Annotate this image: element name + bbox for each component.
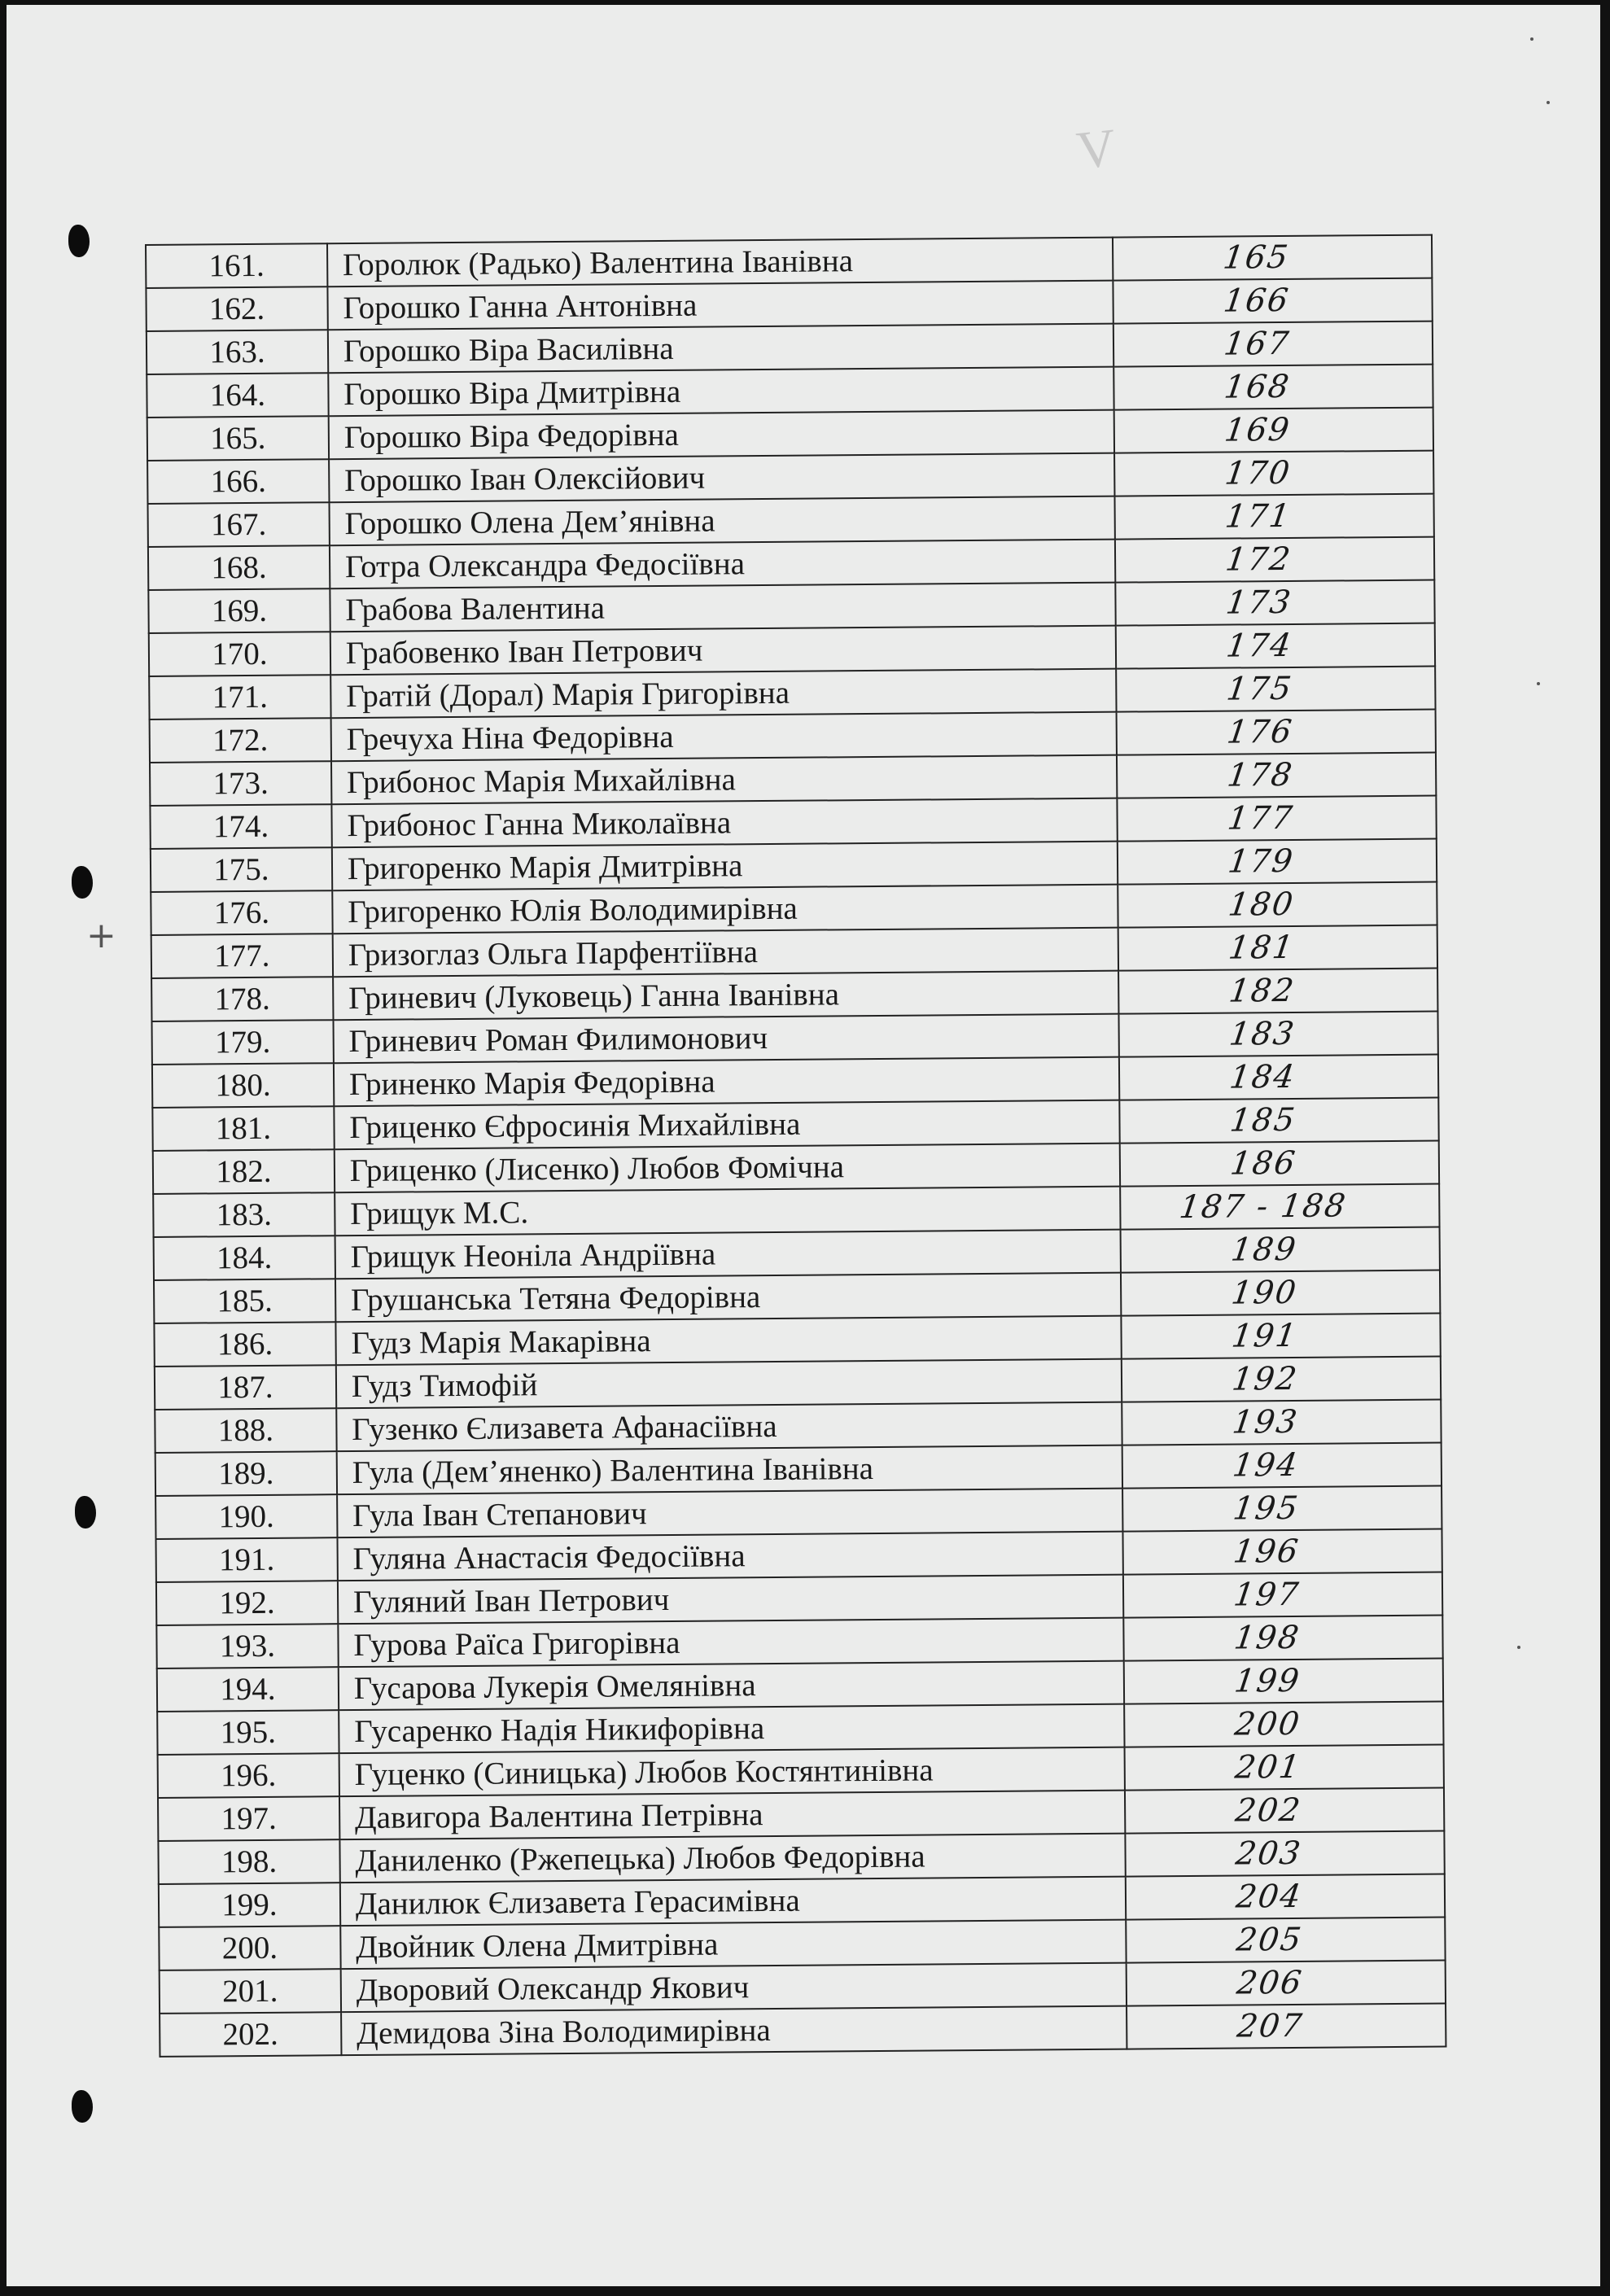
- handwritten-page-number: 183: [1227, 1015, 1297, 1053]
- handwritten-page-number: 185: [1227, 1101, 1298, 1139]
- person-name: Горошко Віра Василівна: [328, 324, 1113, 374]
- page-number-cell: [1122, 1486, 1442, 1532]
- page-number-cell: [1124, 1702, 1444, 1747]
- person-name: Грибонос Ганна Миколаївна: [331, 798, 1117, 848]
- person-name: Гусарова Лукерія Омелянівна: [339, 1661, 1124, 1711]
- person-name: Горошко Віра Дмитрівна: [328, 367, 1113, 417]
- person-name: Грибонос Марія Михайлівна: [331, 755, 1117, 805]
- person-name: Горошко Ганна Антонівна: [327, 281, 1113, 330]
- person-name: Гудз Тимофій: [336, 1359, 1122, 1409]
- person-name: Грушанська Тетяна Федорівна: [335, 1273, 1121, 1323]
- page-number-cell: [1116, 710, 1436, 755]
- row-number: 175.: [151, 847, 332, 892]
- person-name: Двойник Олена Дмитрівна: [340, 1920, 1126, 1970]
- page-number-cell: [1113, 365, 1433, 410]
- row-number: 191.: [155, 1537, 337, 1582]
- page-number-cell: [1114, 537, 1434, 583]
- page-number-cell: [1122, 1443, 1442, 1489]
- row-number: 187.: [155, 1365, 336, 1410]
- page-number-cell: [1117, 796, 1437, 842]
- page-number-cell: [1127, 2004, 1446, 2049]
- handwritten-page-number: 207: [1234, 2007, 1306, 2045]
- row-number: 167.: [148, 502, 330, 547]
- handwritten-page-number: 194: [1230, 1446, 1301, 1485]
- speck: [1530, 37, 1533, 41]
- row-number: 161.: [146, 243, 327, 288]
- person-name: Гриценко Єфросинія Михайлівна: [334, 1100, 1119, 1150]
- person-name: Гузенко Єлизавета Афанасіївна: [336, 1402, 1122, 1452]
- handwritten-page-number: 203: [1233, 1835, 1304, 1873]
- row-number: 199.: [159, 1883, 340, 1927]
- row-number: 192.: [156, 1581, 338, 1625]
- page-number-cell: [1118, 969, 1438, 1014]
- page-number-cell: [1117, 839, 1437, 885]
- handwritten-page-number: 177: [1225, 799, 1296, 837]
- page-number-cell: [1113, 278, 1433, 324]
- row-number: 195.: [157, 1710, 339, 1755]
- handwritten-page-number: 166: [1221, 282, 1292, 320]
- handwritten-page-number: 205: [1233, 1921, 1305, 1959]
- person-name: Гуценко (Синицька) Любов Костянтинівна: [339, 1747, 1124, 1797]
- handwritten-page-number: 184: [1227, 1058, 1298, 1096]
- handwritten-page-number: 179: [1225, 842, 1297, 881]
- row-number: 176.: [151, 890, 332, 935]
- person-name: Данилюк Єлизавета Герасимівна: [340, 1877, 1126, 1926]
- page-number-cell: [1115, 623, 1435, 669]
- punch-hole-icon: [75, 1496, 96, 1528]
- handwritten-page-number: 201: [1232, 1748, 1303, 1787]
- handwritten-page-number: 192: [1229, 1360, 1300, 1398]
- table-body: [146, 235, 1446, 2057]
- row-number: 185.: [154, 1279, 335, 1323]
- page-number-cell: [1113, 408, 1433, 453]
- page-number-cell: [1113, 321, 1433, 367]
- row-number: 200.: [159, 1926, 340, 1970]
- page-number-cell: [1119, 1098, 1439, 1144]
- row-number: 169.: [148, 588, 330, 633]
- person-name: Гуляна Анастасія Федосіївна: [337, 1532, 1122, 1581]
- person-name: Гриненко Марія Федорівна: [334, 1057, 1119, 1107]
- handwritten-page-number: 172: [1223, 540, 1294, 579]
- row-number: 198.: [158, 1839, 339, 1884]
- handwritten-page-number: 180: [1225, 886, 1297, 924]
- row-number: 194.: [157, 1667, 339, 1712]
- handwritten-page-number: 190: [1228, 1274, 1300, 1312]
- person-name: Даниленко (Ржепецька) Любов Федорівна: [339, 1834, 1125, 1883]
- handwritten-page-number: 171: [1223, 497, 1293, 536]
- page-number-cell: [1126, 1918, 1446, 1963]
- speck: [1537, 682, 1540, 685]
- person-name: Грабова Валентина: [330, 583, 1115, 632]
- handwritten-page-number: 204: [1233, 1878, 1304, 1916]
- pencil-mark: V: [1074, 117, 1119, 181]
- speck: [1547, 101, 1550, 104]
- row-number: 197.: [158, 1796, 339, 1841]
- person-name: Гризоглаз Ольга Парфентіївна: [333, 928, 1118, 977]
- person-name: Гриценко (Лисенко) Любов Фомічна: [335, 1144, 1120, 1193]
- handwritten-page-number: 175: [1223, 670, 1295, 708]
- row-number: 189.: [155, 1451, 337, 1496]
- row-number: 164.: [147, 373, 328, 418]
- punch-hole-icon: [72, 866, 93, 899]
- row-number: 190.: [155, 1494, 337, 1539]
- person-name: Готра Олександра Федосіївна: [330, 540, 1115, 589]
- row-number: 186.: [154, 1322, 335, 1367]
- row-number: 178.: [151, 977, 333, 1021]
- page-number-cell: [1120, 1184, 1440, 1230]
- page-number-cell: [1115, 580, 1435, 626]
- person-name: Гречуха Ніна Федорівна: [330, 712, 1116, 762]
- person-name: Грищук Неоніла Андріївна: [335, 1230, 1120, 1279]
- speck: [1517, 1646, 1520, 1649]
- person-name: Гуляний Іван Петрович: [338, 1575, 1123, 1625]
- row-number: 168.: [148, 545, 330, 590]
- handwritten-page-number: 202: [1232, 1791, 1304, 1830]
- row-number: 171.: [149, 675, 330, 719]
- name-register-table: [145, 234, 1446, 2058]
- person-name: Горошко Олена Дем’янівна: [329, 496, 1114, 546]
- row-number: 196.: [158, 1753, 339, 1798]
- person-name: Гула (Дем’яненко) Валентина Іванівна: [337, 1445, 1122, 1495]
- row-number: 183.: [153, 1192, 335, 1237]
- punch-hole-icon: [68, 225, 90, 257]
- person-name: Гусаренко Надія Никифорівна: [339, 1704, 1124, 1754]
- page-number-cell: [1123, 1659, 1443, 1704]
- person-name: Давигора Валентина Петрівна: [339, 1791, 1125, 1840]
- page-number-cell: [1121, 1357, 1441, 1402]
- handwritten-page-number: 170: [1222, 454, 1293, 492]
- handwritten-page-number: 181: [1226, 929, 1297, 967]
- row-number: 162.: [146, 286, 327, 331]
- person-name: Дворовий Олександр Якович: [341, 1963, 1127, 2013]
- page-number-cell: [1125, 1874, 1445, 1920]
- handwritten-page-number: 187 - 188: [1177, 1187, 1350, 1227]
- page-number-cell: [1118, 1012, 1438, 1057]
- handwritten-page-number: 165: [1220, 238, 1292, 277]
- page-number-cell: [1123, 1616, 1443, 1661]
- person-name: Горолюк (Радько) Валентина Іванівна: [327, 238, 1113, 287]
- handwritten-page-number: 168: [1222, 368, 1293, 406]
- page-number-cell: [1120, 1227, 1440, 1273]
- page-number-cell: [1116, 667, 1436, 712]
- handwritten-page-number: 198: [1232, 1619, 1302, 1657]
- handwritten-page-number: 173: [1223, 584, 1294, 622]
- page-number-cell: [1125, 1831, 1445, 1877]
- page-number-cell: [1118, 925, 1437, 971]
- handwritten-page-number: 195: [1230, 1489, 1302, 1528]
- row-number: 180.: [152, 1063, 334, 1108]
- page-number-cell: [1119, 1141, 1439, 1187]
- handwritten-page-number: 197: [1231, 1576, 1302, 1614]
- cross-mark-icon: +: [86, 915, 116, 956]
- page-number-cell: [1114, 451, 1434, 496]
- person-name: Гудз Марія Макарівна: [335, 1316, 1121, 1366]
- handwritten-page-number: 167: [1221, 325, 1293, 363]
- row-number: 163.: [147, 330, 328, 374]
- page-number-cell: [1124, 1745, 1444, 1791]
- person-name: Горошко Віра Федорівна: [329, 410, 1114, 460]
- page-number-cell: [1121, 1314, 1441, 1359]
- row-number: 174.: [150, 804, 331, 849]
- handwritten-page-number: 191: [1229, 1317, 1300, 1355]
- handwritten-page-number: 178: [1224, 756, 1296, 794]
- table-row: [160, 2004, 1446, 2057]
- handwritten-page-number: 186: [1227, 1144, 1298, 1183]
- row-number: 188.: [155, 1408, 336, 1453]
- handwritten-page-number: 182: [1226, 972, 1297, 1010]
- person-name: Григоренко Марія Дмитрівна: [332, 842, 1118, 891]
- person-name: Грабовенко Іван Петрович: [330, 626, 1116, 676]
- page-number-cell: [1118, 1055, 1438, 1100]
- row-number: 201.: [160, 1969, 341, 2014]
- row-number: 170.: [149, 632, 330, 676]
- person-name: Григоренко Юлія Володимирівна: [332, 885, 1118, 934]
- person-name: Грищук М.С.: [335, 1187, 1120, 1236]
- handwritten-page-number: 199: [1232, 1662, 1302, 1700]
- document-page: [7, 5, 1600, 2286]
- page-number-cell: [1126, 1961, 1446, 2006]
- row-number: 177.: [151, 934, 333, 978]
- row-number: 193.: [156, 1624, 338, 1668]
- handwritten-page-number: 176: [1224, 713, 1295, 751]
- handwritten-page-number: 196: [1231, 1533, 1302, 1571]
- page-number-cell: [1122, 1400, 1442, 1445]
- page-number-cell: [1113, 235, 1433, 281]
- page-number-cell: [1122, 1529, 1442, 1575]
- person-name: Гула Іван Степанович: [337, 1489, 1122, 1538]
- person-name: Горошко Іван Олексійович: [329, 453, 1114, 503]
- person-name: Гурова Раїса Григорівна: [338, 1618, 1123, 1668]
- row-number: 165.: [147, 416, 329, 461]
- row-number: 182.: [153, 1149, 335, 1194]
- person-name: Гриневич (Луковець) Ганна Іванівна: [333, 971, 1118, 1021]
- handwritten-page-number: 189: [1228, 1231, 1299, 1269]
- person-name: Гратій (Дорал) Марія Григорівна: [330, 669, 1116, 719]
- page-number-cell: [1118, 882, 1437, 928]
- handwritten-page-number: 174: [1223, 627, 1294, 665]
- person-name: Гриневич Роман Филимонович: [333, 1014, 1118, 1064]
- row-number: 179.: [152, 1020, 334, 1065]
- punch-hole-icon: [72, 2090, 93, 2123]
- handwritten-page-number: 206: [1234, 1964, 1305, 2002]
- page-number-cell: [1114, 494, 1434, 540]
- row-number: 184.: [154, 1235, 335, 1280]
- page-number-cell: [1117, 753, 1437, 798]
- row-number: 172.: [150, 718, 331, 763]
- page-number-cell: [1121, 1270, 1441, 1316]
- handwritten-page-number: 169: [1222, 411, 1293, 449]
- page-number-cell: [1122, 1572, 1442, 1618]
- row-number: 181.: [152, 1106, 334, 1151]
- handwritten-page-number: 193: [1229, 1403, 1301, 1441]
- row-number: 202.: [160, 2012, 341, 2057]
- page-number-cell: [1125, 1788, 1445, 1834]
- handwritten-page-number: 200: [1232, 1705, 1303, 1743]
- person-name: Демидова Зіна Володимирівна: [341, 2006, 1127, 2056]
- row-number: 173.: [150, 761, 331, 806]
- row-number: 166.: [147, 459, 329, 504]
